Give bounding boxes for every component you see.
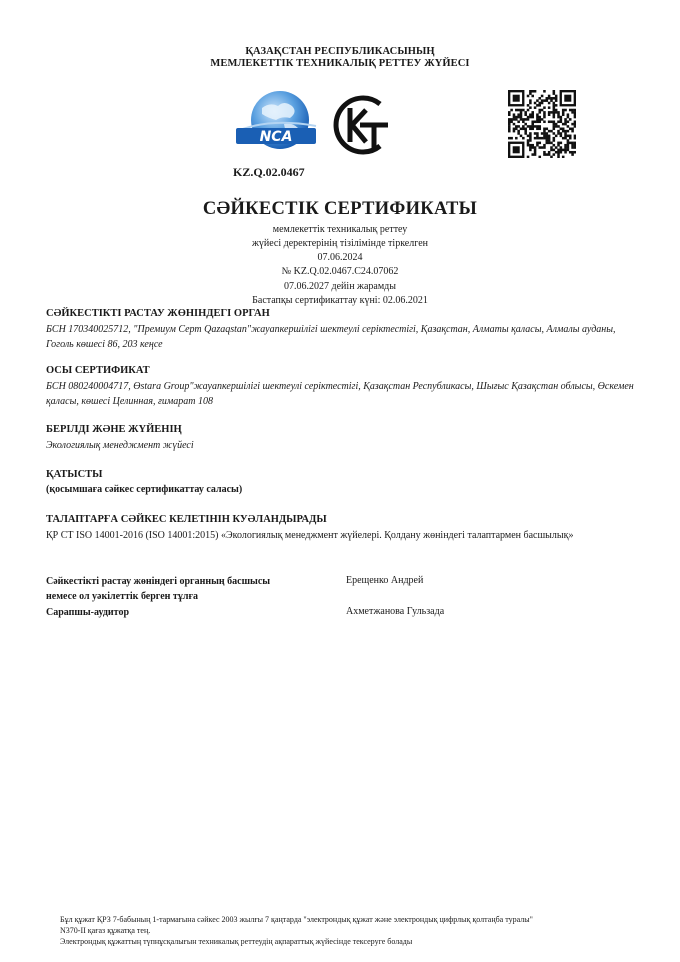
registration-line-1: мемлекеттік техникалық реттеу (272, 224, 408, 235)
footer-line-1: Бұл құжат ҚРЗ 7-бабының 1-тармағына сәйкес 2003 жылғы 7 қаңтарда "электрондық құжат және электрондық цифрлық қолтаңба туралы" (60, 915, 533, 924)
signature-name-auditor: Ахметжанова Гульзада (346, 606, 445, 617)
section-title-certificate: ОСЫ СЕРТИФИКАТ (46, 365, 150, 376)
section-title-related: ҚАТЫСТЫ (46, 469, 103, 480)
registration-date: 07.06.2024 (317, 252, 363, 263)
certificate-number: № KZ.Q.02.0467.C24.07062 (281, 266, 399, 277)
footer-line-3: Электрондық құжаттың түпнұсқалығын техникалық реттеудің ақпараттық жүйесінде тексеруге болады (60, 937, 413, 946)
signature-label-head: Сәйкестікті растау жөніндегі органның басшысы немесе ол уәкілеттік берген тұлға (46, 576, 271, 602)
section-title-issued: БЕРІЛДІ ЖӘНЕ ЖҮЙЕНІҢ (46, 424, 182, 435)
section-title-certification-body: СӘЙКЕСТІКТІ РАСТАУ ЖӨНІНДЕГІ ОРГАН (46, 308, 270, 319)
header-line-1: ҚАЗАҚСТАН РЕСПУБЛИКАСЫНЫҢ (245, 46, 435, 57)
valid-until: 07.06.2027 дейін жарамды (284, 281, 396, 292)
section-text-requirements: ҚР СТ ISO 14001-2016 (ISO 14001:2015) «Экологиялық менеджмент жүйелері. Қолдану жөніндегі талаптармен басшылық» (46, 530, 574, 541)
header-line-2: МЕМЛЕКЕТТІК ТЕХНИКАЛЫҚ РЕТТЕУ ЖҮЙЕСІ (210, 58, 470, 69)
registration-line-2: жүйесі деректерінің тізілімінде тіркелген (251, 238, 428, 249)
section-text-issued: Экологиялық менеджмент жүйесі (46, 440, 194, 451)
nca-logo (232, 88, 320, 158)
qr-code (508, 90, 576, 158)
page-title: СӘЙКЕСТІК СЕРТИФИКАТЫ (202, 199, 478, 219)
section-subtitle-related: (қосымшаға сәйкес сертификаттау саласы) (46, 484, 243, 495)
signature-name-head: Ерещенко Андрей (346, 575, 424, 586)
footer-line-2: N370-II қағаз құжатқа тең. (60, 926, 151, 935)
registry-code: KZ.Q.02.0467 (233, 165, 305, 179)
nca-logo-text: NCA (259, 129, 293, 145)
initial-certification-date: Бастапқы сертификаттау күні: 02.06.2021 (252, 295, 428, 306)
section-text-certificate: БСН 080240004717, Өstara Group"жауапкершілігі шектеулі серіктестігі, Қазақстан Республикасы, Шығыс Қазақстан облысы, Өскемен қаласы, көшесі Целинная, ғимарат 108 (46, 381, 634, 407)
signature-label-auditor: Сарапшы-аудитор (46, 607, 130, 618)
section-title-requirements: ТАЛАПТАРҒА СӘЙКЕС КЕЛЕТІНІН КУӘЛАНДЫРАДЫ (46, 514, 327, 525)
section-text-certification-body: БСН 170340025712, "Премиум Серт Qazaqstan"жауапкершілігі шектеулі серіктестігі, Қазақстан, Алматы қаласы, Алмалы ауданы, Гоголь көшесі 86, 203 кеңсе (46, 324, 616, 350)
kt-conformity-mark (328, 92, 392, 158)
